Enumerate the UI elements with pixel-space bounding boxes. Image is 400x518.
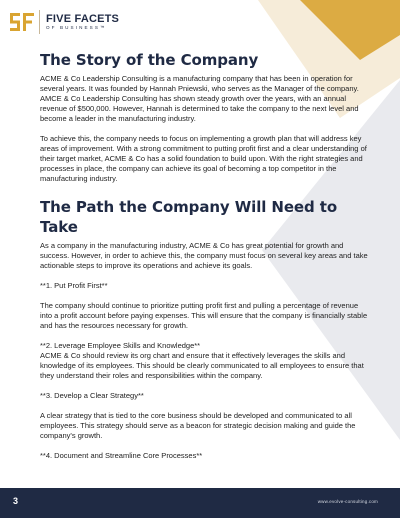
path-intro-paragraph: As a company in the manufacturing industry, ACME & Co has great potential for growth and success. However, in order to achieve this, the company must focus on several key areas and take actionable steps to improve its operations and achieve its goals. xyxy=(40,241,368,270)
item-3-body: A clear strategy that is tied to the core business should be developed and communicated to all employees. This strategy should serve as a beacon for strategic decision making and guide the company's growth. xyxy=(40,411,356,440)
item-1-title: **1. Put Profit First** xyxy=(40,281,108,290)
page-number: 3 xyxy=(13,496,19,506)
main-content xyxy=(40,50,370,461)
five-facets-logo-icon xyxy=(10,13,34,31)
section-heading-story: The Story of the Company xyxy=(40,51,259,69)
brand-block xyxy=(46,13,119,31)
item-1-body: The company should continue to prioritize putting profit first and pulling a percentage of revenue into a profit account before paying expenses. This will ensure that the company is financially stable and has the resources necessary for growth. xyxy=(40,301,368,330)
item-3-title: **3. Develop a Clear Strategy** xyxy=(40,391,144,400)
page-header xyxy=(10,8,119,36)
story-paragraph-1: ACME & Co Leadership Consulting is a manufacturing company that has been in operation for several years. It was founded by Hannah Pniewski, who serves as the Manager of the company. AMCE & Co Leadership Consulting has shown steady growth over the years, with an annual revenue of $500,000. However, Hannah is determined to take the company to the next level and become a leader in the manufacturing industry. xyxy=(40,74,359,123)
item-2-body: ACME & Co should review its org chart and ensure that it effectively leverages the skills and knowledge of its employees. This should be clearly communicated to all employees to ensure that they understand their roles and responsibilities within the company. xyxy=(40,351,364,380)
section-heading-path: The Path the Company Will Need to Take xyxy=(40,198,338,236)
footer-url-link[interactable]: www.evolve-consulting.com xyxy=(317,499,378,504)
logo-divider xyxy=(39,10,40,34)
item-2-title: **2. Leverage Employee Skills and Knowledge** xyxy=(40,341,201,350)
story-paragraph-2: To achieve this, the company needs to focus on implementing a growth plan that will address key areas of improvement. With a strong commitment to putting profit first and a clear understanding of their target market, ACME & Co has a solid foundation to build upon. With the right strategies and processes in place, the company can achieve its goal of becoming a top competitor in the manufacturing industry. xyxy=(40,134,367,183)
brand-tagline: OF BUSINESS™ xyxy=(46,25,107,30)
item-4-title: **4. Document and Streamline Core Processes** xyxy=(40,451,203,460)
page-footer xyxy=(0,488,400,518)
brand-name: FIVE FACETS xyxy=(46,13,120,25)
